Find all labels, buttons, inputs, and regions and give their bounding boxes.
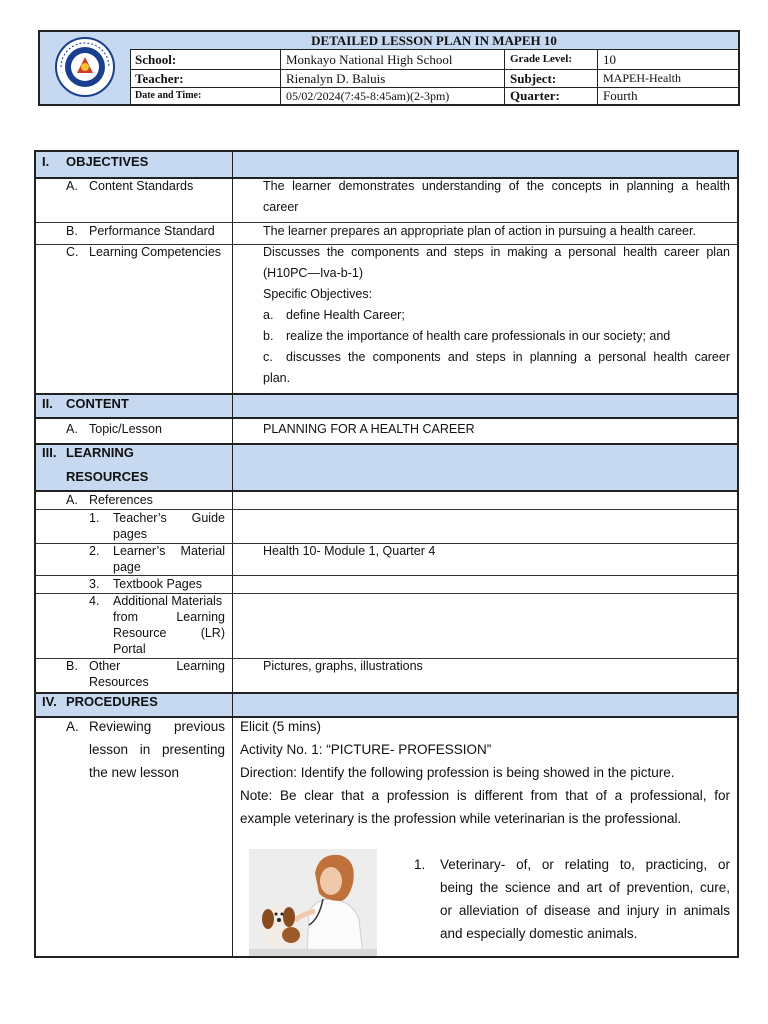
row-label: Topic/Lesson (89, 422, 162, 436)
activity-note-line1: Note: Be clear that a profession is different from that of a professional, for (240, 788, 730, 803)
header-row-teacher (130, 70, 738, 88)
other-resources-line2: Resources (89, 675, 149, 689)
other-resources-value: Pictures, graphs, illustrations (263, 659, 423, 673)
grade-level-value: 10 (597, 50, 738, 69)
row-letter: A. (66, 493, 78, 507)
section-number: II. (42, 396, 53, 411)
objective-a: define Health Career; (286, 308, 405, 322)
teacher-label: Teacher: (135, 71, 184, 86)
veterinary-line1: Veterinary- of, or relating to, practicing, or (440, 857, 730, 872)
row-label-cell (36, 419, 233, 443)
section-learning-resources (36, 443, 737, 492)
veterinary-line3: or alleviation of disease and injury in animals (440, 903, 730, 918)
veterinary-line4: and especially domestic animals. (440, 926, 638, 941)
header-row-date (130, 88, 738, 104)
additional-materials-line3: Resource (LR) (113, 626, 225, 640)
objective-a-letter: a. (263, 308, 274, 322)
row-label: Content Standards (89, 179, 194, 193)
section-number: I. (42, 154, 50, 169)
objective-b-letter: b. (263, 329, 274, 343)
section-content (36, 393, 737, 419)
objective-b: realize the importance of health care professionals in our society; and (286, 329, 671, 343)
row-teachers-guide (36, 510, 737, 544)
learners-material-line2: page (113, 560, 141, 574)
section-heading: CONTENT (66, 396, 129, 411)
content-standards-line1: The learner demonstrates understanding of the concepts in planning a health (263, 179, 730, 193)
date-time-value: 05/02/2024(7:45-8:45am)(2-3pm) (280, 88, 504, 104)
item-number: 2. (89, 544, 100, 558)
row-learners-material (36, 544, 737, 576)
section-heading: PROCEDURES (66, 694, 158, 709)
activity-note-line2: example veterinary is the profession while veterinarian is the professional. (240, 811, 682, 826)
deped-seal-logo (55, 37, 115, 97)
row-reviewing-lesson (36, 718, 737, 956)
row-label: Learning Competencies (89, 245, 222, 259)
row-value-cell (233, 245, 737, 393)
teacher-value: Rienalyn D. Baluis (280, 70, 504, 87)
row-letter: B. (66, 224, 78, 238)
row-label-cell (36, 594, 233, 658)
row-label-cell (36, 659, 233, 692)
row-label: References (89, 493, 153, 507)
activity-title: Activity No. 1: “PICTURE- PROFESSION” (240, 742, 492, 757)
content-standards-line2: career (263, 200, 299, 214)
header-row-school (130, 50, 738, 70)
lesson-plan-table (34, 150, 739, 958)
teachers-guide-line1: Teacher’s Guide (113, 511, 225, 525)
row-value-cell (233, 179, 737, 222)
date-time-label: Date and Time: (135, 90, 202, 101)
row-letter: A. (66, 422, 78, 436)
review-line1: Reviewing previous (89, 719, 225, 734)
row-letter: A. (66, 179, 78, 193)
school-label: School: (135, 52, 177, 67)
veterinarian-with-dog-image (249, 849, 377, 956)
row-label-cell (36, 576, 233, 593)
row-label-cell (36, 718, 233, 956)
veterinary-line2: being the science and art of prevention, cure, (440, 880, 730, 895)
row-label: Performance Standard (89, 224, 215, 238)
section-content-label-cell (36, 395, 233, 417)
grade-level-label: Grade Level: (504, 50, 597, 69)
item-number: 1. (414, 857, 426, 872)
review-line2: lesson in presenting (89, 742, 225, 757)
row-label-cell (36, 179, 233, 222)
row-value-cell (233, 223, 737, 244)
section-objectives (36, 152, 737, 179)
item-number: 4. (89, 594, 100, 608)
row-label-cell (36, 245, 233, 393)
section-number: III. (42, 445, 57, 460)
row-value-cell (233, 419, 737, 443)
item-number: 3. (89, 577, 100, 591)
additional-materials-line4: Portal (113, 642, 146, 656)
review-line3: the new lesson (89, 765, 180, 780)
lesson-plan-header (38, 30, 740, 106)
objective-c-line1: discusses the components and steps in planning a personal health career (286, 350, 730, 364)
row-other-resources (36, 659, 737, 692)
logo-cell (40, 32, 131, 104)
section-number: IV. (42, 694, 57, 709)
additional-materials-line2: from Learning (113, 610, 225, 624)
row-value-cell (233, 659, 737, 692)
competency-line1: Discusses the components and steps in making a personal health career plan (263, 245, 730, 259)
section-heading: OBJECTIVES (66, 154, 149, 169)
learners-material-value: Health 10- Module 1, Quarter 4 (263, 544, 436, 558)
subject-label: Subject: (504, 70, 597, 87)
row-label-cell (36, 544, 233, 575)
additional-materials-line1: Additional Materials (113, 594, 223, 608)
activity-direction: Direction: Identify the following profession is being showed in the picture. (240, 765, 675, 780)
row-content-standards (36, 179, 737, 223)
section-heading-line1: LEARNING (66, 445, 134, 460)
other-resources-line1: Other Learning (89, 659, 225, 673)
competency-code: (H10PC—Iva-b-1) (263, 266, 364, 280)
section-objectives-label-cell (36, 152, 233, 177)
subject-value: MAPEH-Health (597, 70, 738, 87)
specific-objectives-label: Specific Objectives: (263, 287, 373, 301)
row-letter: B. (66, 659, 78, 673)
section-resources-label-cell (36, 445, 233, 490)
textbook-pages-label: Textbook Pages (113, 577, 202, 591)
row-value-cell (233, 544, 737, 575)
quarter-value: Fourth (597, 88, 738, 104)
row-learning-competencies (36, 245, 737, 393)
section-heading-line2: RESOURCES (66, 469, 149, 484)
row-additional-materials (36, 594, 737, 659)
quarter-label: Quarter: (504, 88, 597, 104)
row-letter: A. (66, 719, 79, 734)
item-number: 1. (89, 511, 100, 525)
school-value: Monkayo National High School (280, 50, 504, 69)
section-procedures-label-cell (36, 694, 233, 716)
row-label-cell (36, 223, 233, 244)
objective-c-letter: c. (263, 350, 273, 364)
row-label-cell (36, 510, 233, 543)
row-topic-lesson (36, 419, 737, 443)
objective-c-line2: plan. (263, 371, 291, 385)
topic-value: PLANNING FOR A HEALTH CAREER (263, 422, 475, 436)
performance-standard-text: The learner prepares an appropriate plan of action in pursuing a health career. (263, 224, 696, 238)
row-references (36, 492, 737, 510)
lesson-plan-title: DETAILED LESSON PLAN IN MAPEH 10 (130, 32, 738, 50)
teachers-guide-line2: pages (113, 527, 148, 541)
row-letter: C. (66, 245, 79, 259)
row-textbook-pages (36, 576, 737, 594)
row-label-cell (36, 492, 233, 509)
elicit-label: Elicit (5 mins) (240, 719, 322, 734)
learners-material-line1: Learner’s Material (113, 544, 225, 558)
